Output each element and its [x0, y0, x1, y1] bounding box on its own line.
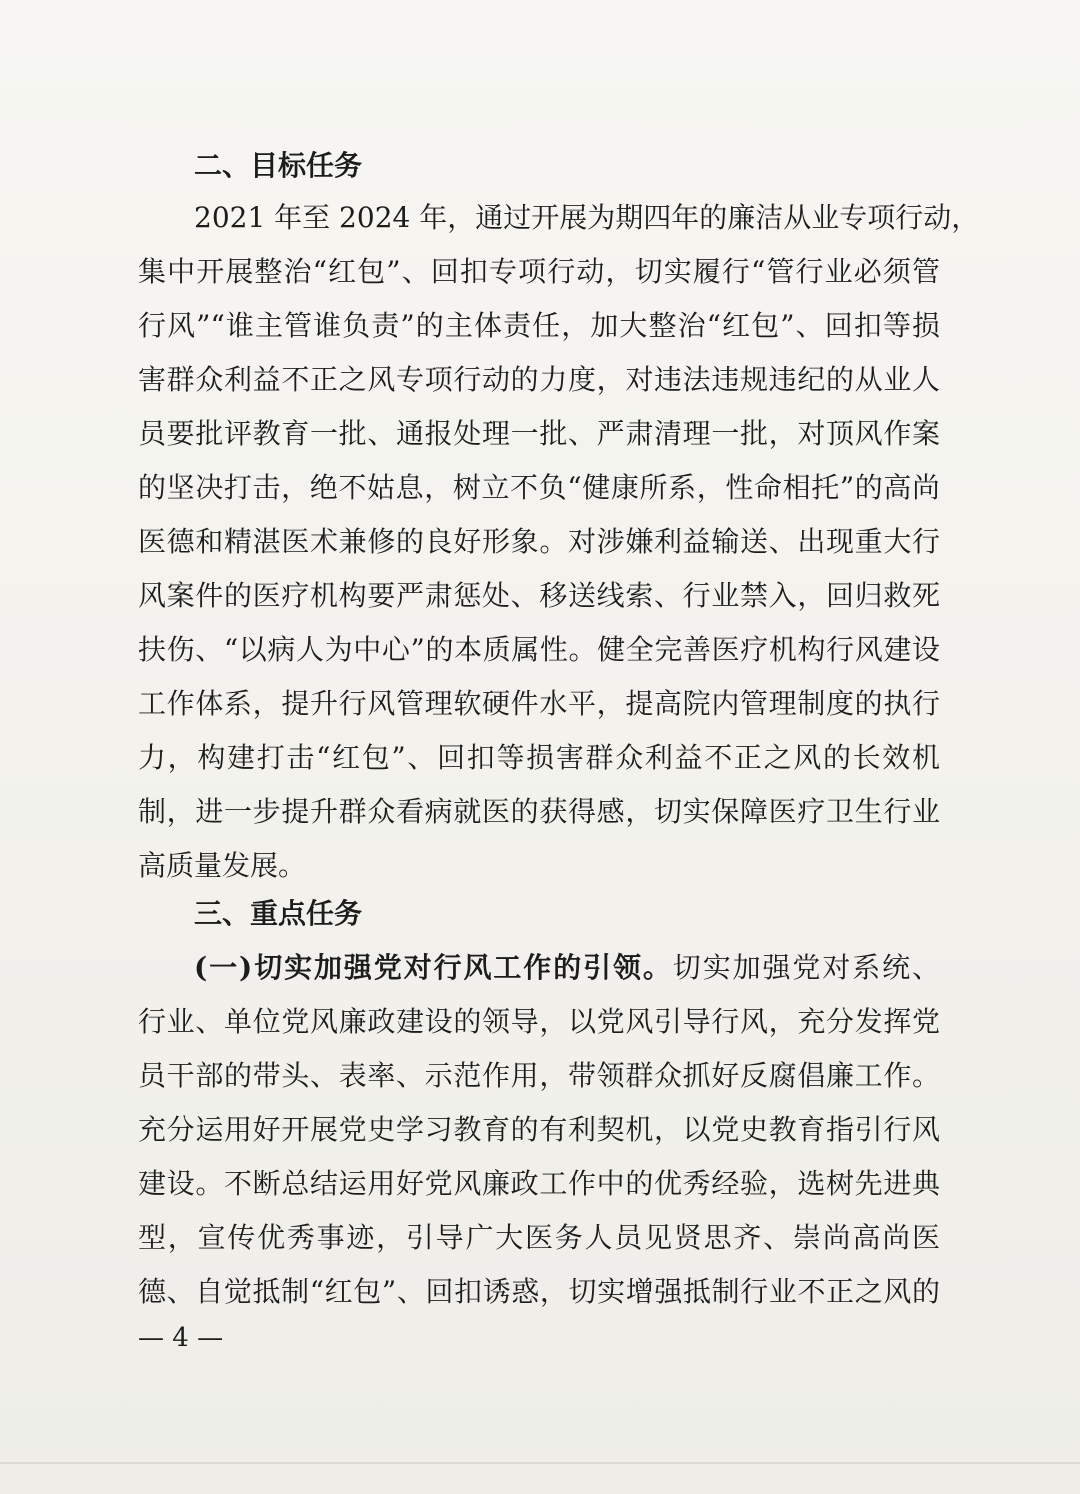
paragraph-line-first: [194, 948, 940, 988]
section-heading-key-tasks: 三、重点任务: [194, 897, 363, 930]
paragraph-line: 害群众利益不正之风专项行动的力度，对违法违规违纪的从业人: [138, 363, 940, 396]
paragraph-line: 德、自觉抵制“红包”、回扣诱惑，切实增强抵制行业不正之风的: [138, 1275, 940, 1308]
paragraph-line: 高质量发展。: [138, 849, 307, 882]
paragraph-line: 员干部的带头、表率、示范作用，带领群众抓好反腐倡廉工作。: [138, 1059, 940, 1092]
paragraph-line: 行业、单位党风廉政建设的领导，以党风引导行风，充分发挥党: [138, 1005, 940, 1038]
page-edge-divider: [0, 1462, 1080, 1464]
paragraph-line: 2021 年至 2024 年，通过开展为期四年的廉洁从业专项行动，: [194, 201, 980, 234]
paragraph-line: 充分运用好开展党史学习教育的有利契机，以党史教育指引行风: [138, 1113, 940, 1146]
paragraph-line: 力，构建打击“红包”、回扣等损害群众利益不正之风的长效机: [138, 741, 940, 774]
paragraph-line: 风案件的医疗机构要严肃惩处、移送线索、行业禁入，回归救死: [138, 579, 940, 612]
paragraph-line: 的坚决打击，绝不姑息，树立不负“健康所系，性命相托”的高尚: [138, 471, 940, 504]
paragraph-line: 医德和精湛医术兼修的良好形象。对涉嫌利益输送、出现重大行: [138, 525, 940, 558]
paragraph-line: 工作体系，提升行风管理软硬件水平，提高院内管理制度的执行: [138, 687, 940, 720]
paragraph-line: 集中开展整治“红包”、回扣专项行动，切实履行“管行业必须管: [138, 255, 940, 288]
paragraph-line: 行风”“谁主管谁负责”的主体责任，加大整治“红包”、回扣等损: [138, 309, 940, 342]
paragraph-line: 制，进一步提升群众看病就医的获得感，切实保障医疗卫生行业: [138, 795, 940, 828]
item-lead-title: (一)切实加强党对行风工作的引领。: [194, 951, 673, 984]
paragraph-line: 型，宣传优秀事迹，引导广大医务人员见贤思齐、崇尚高尚医: [138, 1221, 940, 1254]
paragraph-line: 扶伤、“以病人为中心”的本质属性。健全完善医疗机构行风建设: [138, 633, 940, 666]
paragraph-line: 建设。不断总结运用好党风廉政工作中的优秀经验，选树先进典: [138, 1167, 940, 1200]
page-number: — 4 —: [138, 1323, 224, 1353]
item-lead-rest: 切实加强党对系统、: [672, 951, 940, 984]
paragraph-line: 员要批评教育一批、通报处理一批、严肃清理一批，对顶风作案: [138, 417, 940, 450]
section-heading-goals: 二、目标任务: [194, 149, 363, 182]
